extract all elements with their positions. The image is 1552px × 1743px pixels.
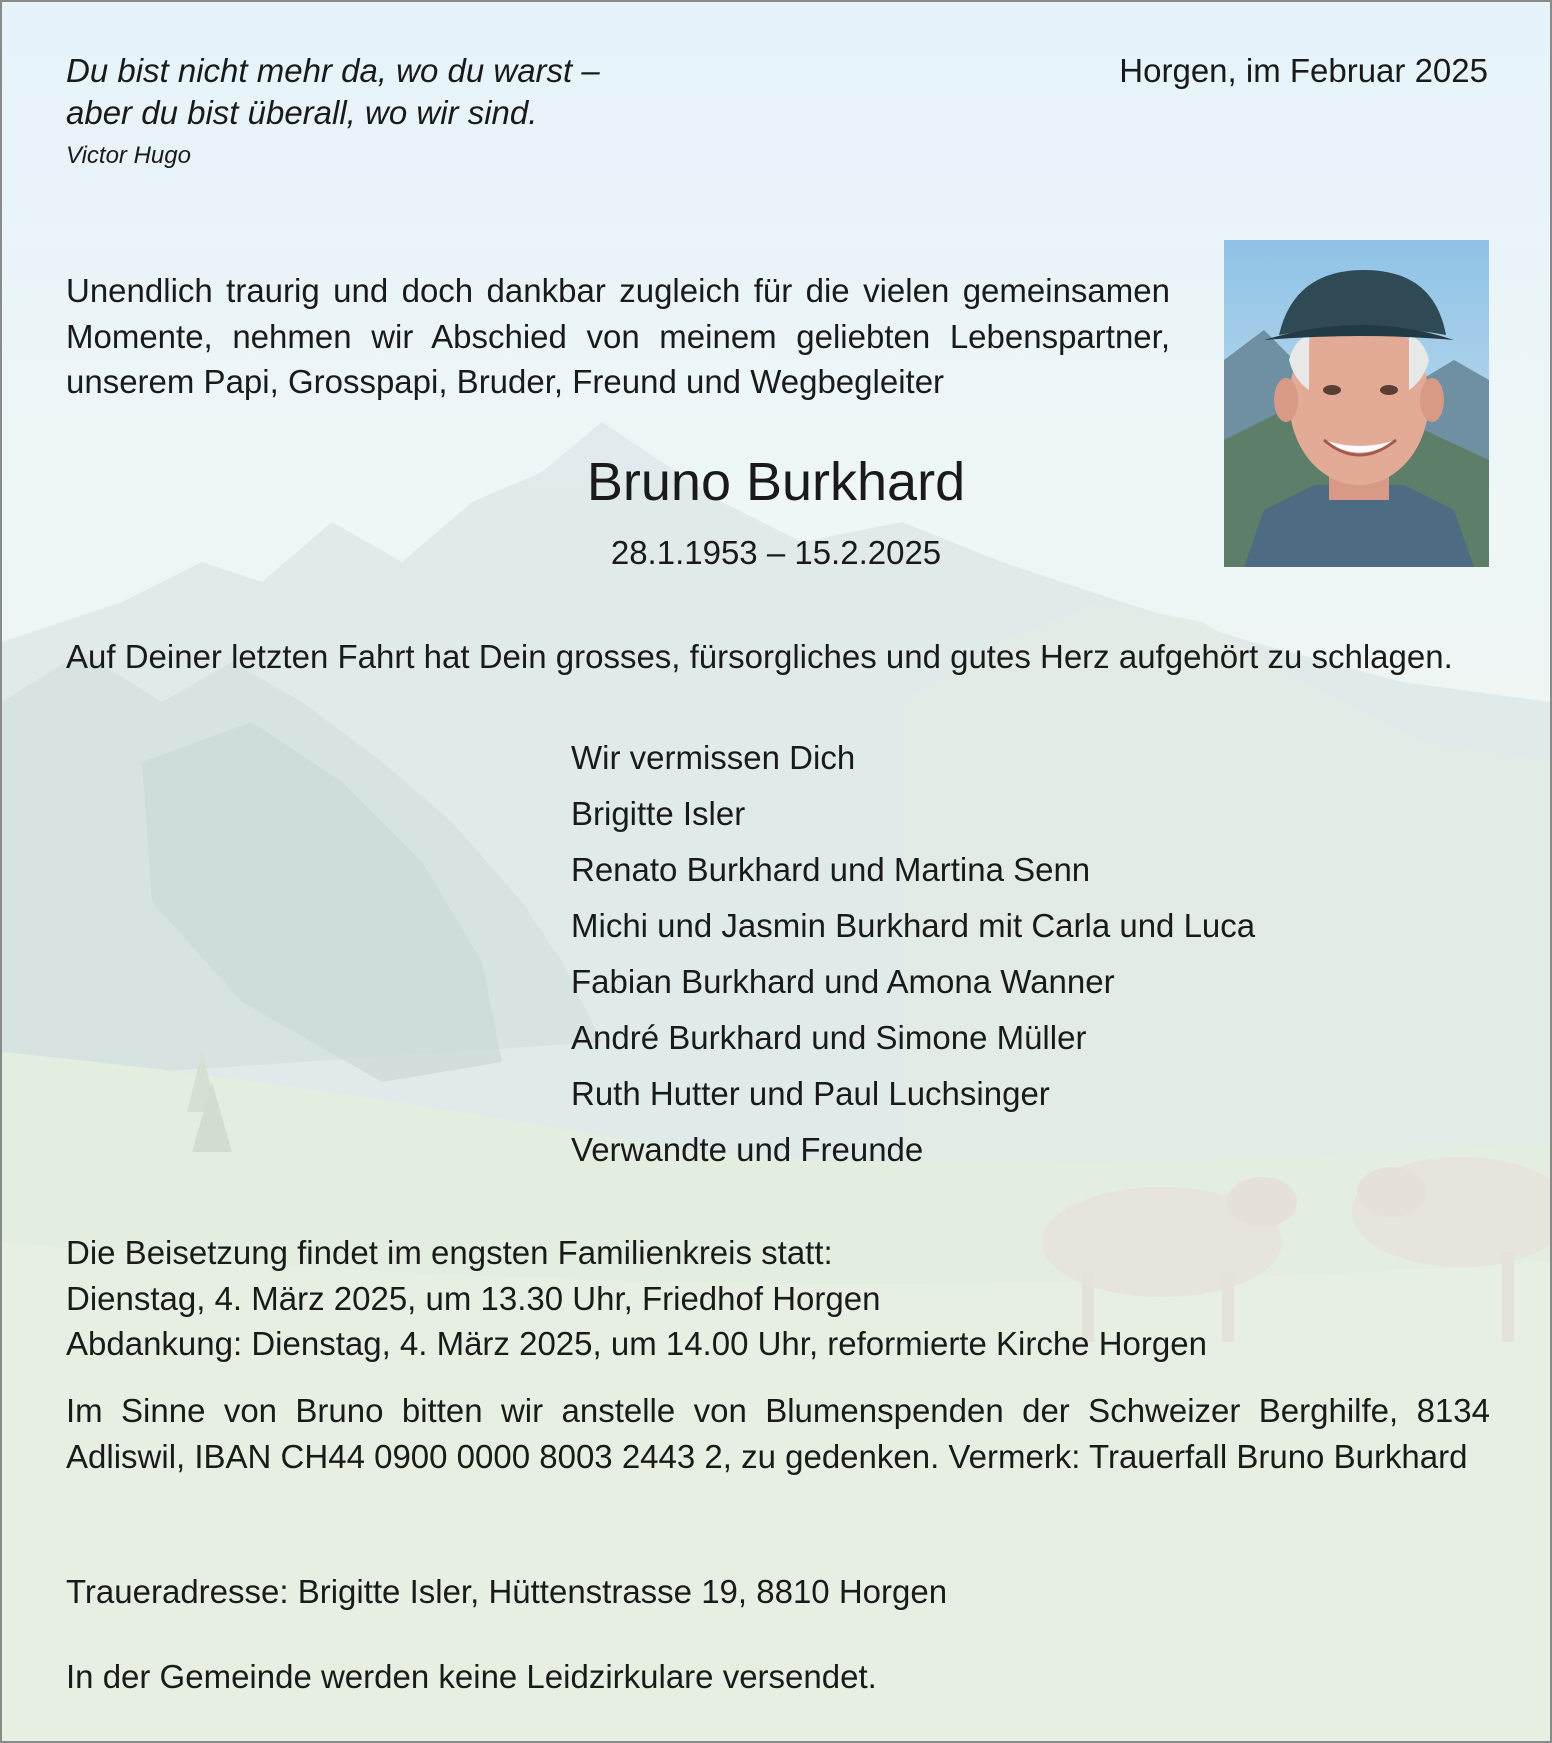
mourner-line: Michi und Jasmin Burkhard mit Carla und Luca: [571, 907, 1256, 944]
mourner-line: Brigitte Isler: [571, 795, 746, 832]
mourner-line: Fabian Burkhard und Amona Wanner: [571, 963, 1115, 1000]
deceased-name: Bruno Burkhard: [586, 452, 966, 512]
mourner-line: Verwandte und Freunde: [571, 1131, 924, 1168]
burial-line: Die Beisetzung findet im engsten Familienkreis statt:: [66, 1234, 833, 1271]
burial-info: [66, 1230, 1207, 1367]
mourner-line: André Burkhard und Simone Müller: [571, 1019, 1087, 1056]
donation-info: Im Sinne von Bruno bitten wir anstelle von Blumenspenden der Schweizer Berghilfe, 8134 Adliswil, IBAN CH44 0900 0000 8003 2443 2, zu gedenken. Vermerk: Trauerfall Bruno Burkhard: [66, 1392, 1490, 1475]
portrait-photo: [1224, 240, 1489, 567]
quote-line: Du bist nicht mehr da, wo du warst –: [66, 52, 600, 89]
notice-content: [2, 2, 1550, 1741]
circulars-note: In der Gemeinde werden keine Leidzirkulare versendet.: [66, 1658, 877, 1695]
place-date: Horgen, im Februar 2025: [1119, 52, 1488, 89]
quote-line: aber du bist überall, wo wir sind.: [66, 94, 538, 131]
burial-line: Abdankung: Dienstag, 4. März 2025, um 14.00 Uhr, reformierte Kirche Horgen: [66, 1325, 1207, 1362]
mourner-line: Ruth Hutter und Paul Luchsinger: [571, 1075, 1050, 1112]
mourning-address: Traueradresse: Brigitte Isler, Hüttenstrasse 19, 8810 Horgen: [66, 1573, 948, 1610]
mourner-line: Renato Burkhard und Martina Senn: [571, 851, 1091, 888]
quote-author: Victor Hugo: [66, 142, 191, 169]
life-dates: 28.1.1953 – 15.2.2025: [610, 534, 942, 571]
burial-line: Dienstag, 4. März 2025, um 13.30 Uhr, Friedhof Horgen: [66, 1279, 881, 1317]
mourners-list: [571, 734, 1255, 1182]
intro-text: Unendlich traurig und doch dankbar zugleich für die vielen gemeinsamen Momente, nehmen wir Abschied von meinem geliebten Lebenspartner, unserem Papi, Grosspapi, Bruder, Freund und Wegbegleiter: [66, 272, 1170, 400]
quote: [66, 50, 600, 134]
farewell-text: Auf Deiner letzten Fahrt hat Dein grosses, fürsorgliches und gutes Herz aufgehört zu schlagen.: [66, 638, 1453, 675]
mourner-line: Wir vermissen Dich: [571, 739, 856, 776]
